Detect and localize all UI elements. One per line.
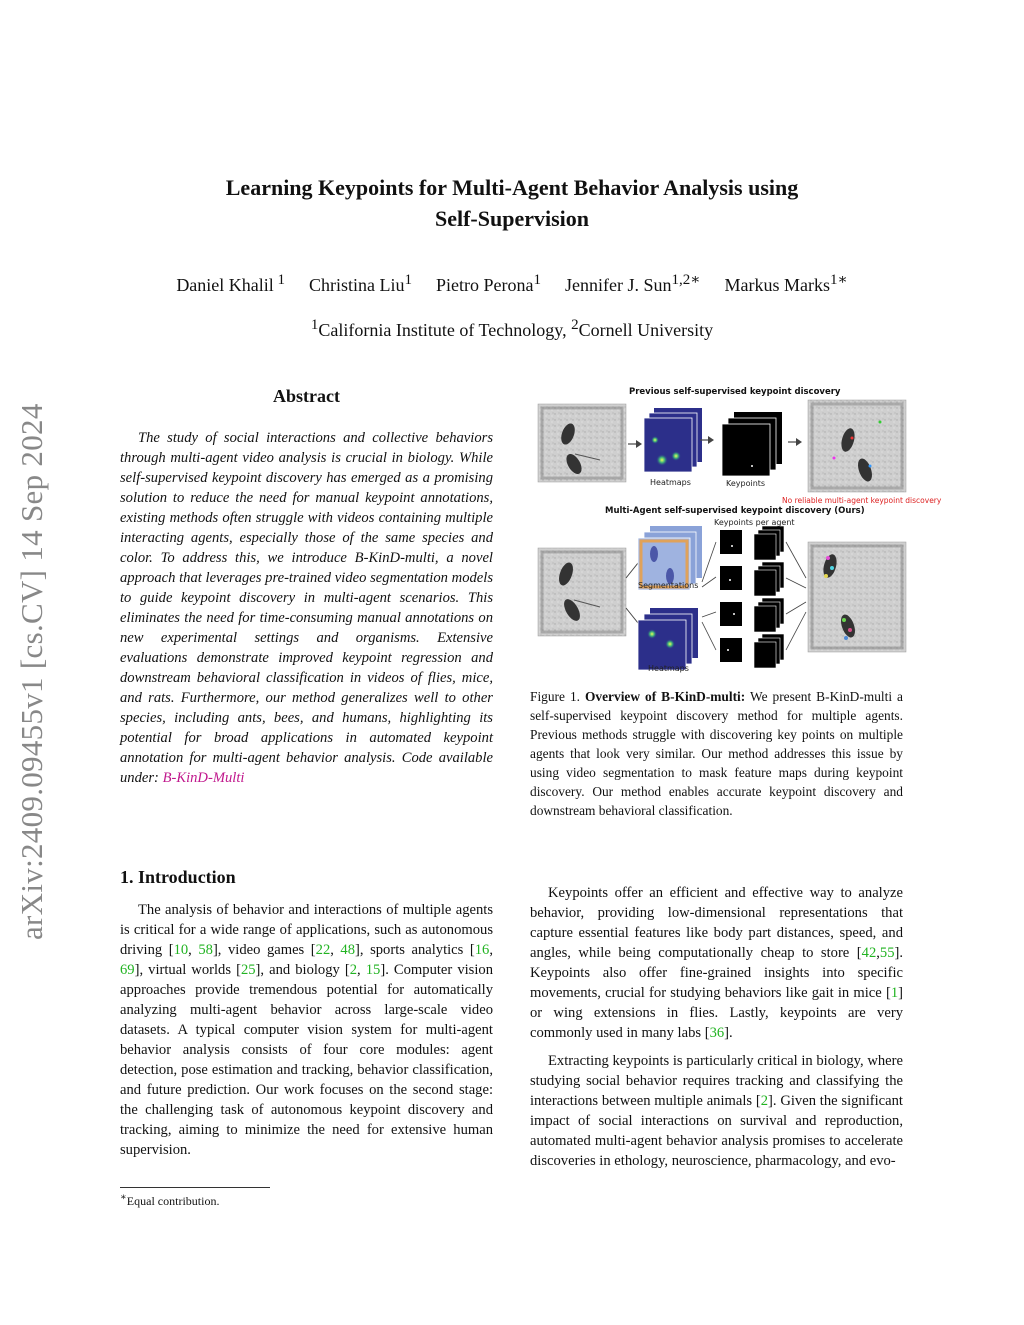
figure-1 (530, 382, 942, 680)
bottom-output-frame (808, 542, 906, 652)
author-4 (724, 272, 848, 295)
citation-link[interactable]: 16 (474, 942, 490, 958)
fig-top-title: Previous self-supervised keypoint discovery (629, 387, 841, 397)
citation-link[interactable]: 1 (890, 985, 899, 1001)
citation-link[interactable]: 22 (315, 942, 331, 958)
citation-link[interactable]: 58 (198, 942, 213, 958)
top-keypoints-stack (722, 412, 782, 476)
author-name: Markus Marks (724, 275, 830, 295)
intro-heading: 1. Introduction (120, 867, 236, 887)
author-name: Pietro Perona (436, 275, 534, 295)
fig-label-keypoints-per-agent: Keypoints per agent (714, 518, 795, 527)
caption-label: Figure 1. (530, 689, 585, 704)
top-heatmaps-stack (644, 408, 702, 472)
author-name: Daniel Khalil (176, 275, 274, 295)
fig-label-segmentations: Segmentations (638, 581, 699, 590)
footnote-mark: ∗ (120, 1192, 127, 1203)
keypoint-stacks-right (754, 526, 784, 668)
top-input-frame (538, 404, 626, 482)
top-output-frame (808, 400, 906, 492)
abstract-text: The study of social interactions and collective behaviors through multi-agent video analysis is crucial in biology. While self-supervised keypoint discovery has emerged as a promising solution to reduce the need for manual keypoint annotations, existing methods often struggle with videos containing multiple interacting agents, especially those of the same species and color. To address this, we introduce B-KinD-multi, a novel approach that leverages pre-trained video segmentation models to guide keypoint discovery in multi-agent scenarios. This eliminates the need for time-consuming manual annotations on new experimental settings and organisms. Extensive evaluations demonstrate improved keypoint regression and downstream behavioral classification in videos of flies, mice, and rats. Furthermore, our method generalizes well to other species, including ants, bees, and humans, highlighting its potential for broad applications in automated keypoint annotation for multi-agent behavior analysis. Code available under: (120, 430, 493, 786)
author-name: Jennifer J. Sun (565, 275, 672, 295)
author-name: Christina Liu (309, 275, 405, 295)
fig-label-heatmaps-bottom: Heatmaps (648, 664, 689, 673)
citation-link[interactable]: 69 (120, 962, 135, 978)
affil-sup-1: 1 (310, 317, 319, 333)
title-line-1: Learning Keypoints for Multi-Agent Behavior Analysis using (225, 175, 799, 200)
paper-title (140, 172, 884, 234)
footnote-rule (120, 1187, 270, 1188)
author-0 (176, 272, 286, 295)
caption-bold: Overview of B-KinD-multi: (585, 689, 746, 704)
citation-link[interactable]: 48 (340, 942, 356, 958)
citation-link[interactable]: 55 (879, 945, 895, 961)
intro-paragraph-3: Extracting keypoints is particularly critical in biology, where studying social behavior requires tracking and classifying the interactions between multiple animals [2]. Given the significant impact of social interactions on survival and reproduction, automated multi-agent behavior analysis promises to accelerate discoveries in ethology, neuroscience, pharmacology, and evo- (530, 1053, 903, 1169)
author-list (100, 270, 924, 296)
figure-caption (530, 687, 903, 820)
intro-column-left (120, 900, 493, 1160)
title-line-2: Self-Supervision (434, 206, 590, 231)
abstract-body (120, 428, 493, 788)
author-1 (309, 272, 413, 295)
intro-paragraph-2: Keypoints offer an efficient and effective way to analyze behavior, providing low-dimensional representations that capture essential features like body part distances, speed, and angles, while being computationally cheap to store [42,55]. Keypoints also offer fine-grained insights into specific movements, crucial for studying behaviors like gait in mice [1] or wing extensions in flies. Lastly, keypoints are very commonly used in many labs [36]. (530, 885, 903, 1041)
code-link[interactable]: B-KinD-Multi (162, 770, 245, 786)
author-affil-sup: 1∗ (829, 272, 848, 288)
author-affil-sup: 1 (404, 272, 413, 288)
author-3 (565, 272, 701, 295)
affil-sup-2: 2 (571, 317, 579, 333)
author-affil-sup: 1,2∗ (671, 272, 701, 288)
footnote (120, 1192, 219, 1209)
caption-text: We present B-KinD-multi a self-supervised keypoint discovery method for multiple agents. Previous methods struggle with discovering key points on multiple agents that look very similar. Our method addresses this issue by using video segmentation to mask feature maps during keypoint discovery. Our method enables accurate keypoint discovery and downstream behavioral classification. (530, 689, 903, 818)
citation-link[interactable]: 25 (240, 962, 256, 978)
fig-label-heatmaps-top: Heatmaps (650, 478, 691, 487)
author-affil-sup: 1 (273, 272, 286, 288)
arxiv-stamp: arXiv:2409.09455v1 [cs.CV] 14 Sep 2024 (14, 403, 49, 940)
abstract-heading: Abstract (273, 386, 340, 406)
affiliations (100, 317, 924, 341)
keypoints-per-agent (720, 530, 742, 662)
citation-link[interactable]: 10 (173, 942, 189, 958)
citation-link[interactable]: 2 (760, 1093, 769, 1109)
fig-warning: No reliable multi-agent keypoint discovery (782, 496, 942, 505)
citation-link[interactable]: 2 (349, 962, 358, 978)
footnote-text: Equal contribution. (126, 1194, 220, 1208)
intro-paragraph-1: The analysis of behavior and interactions of multiple agents is critical for a wide range of applications, such as autonomous driving [10, 58], video games [22, 48], sports analytics [16, 69], virtual worlds [25], and biology [2, 15]. Computer vision approaches provide tremendous potential for automatically analyzing multi-agent behavior across large-scale video datasets. A typical computer vision system for multi-agent behavior analysis consists of four core modules: agent detection, pose estimation and tracking, behavior classification, and future prediction. Our work focuses on the second stage: the challenging task of autonomous keypoint discovery and tracking, aiming to minimize the need for extensive human supervision. (120, 902, 494, 1158)
citation-link[interactable]: 15 (365, 962, 381, 978)
fig-label-keypoints: Keypoints (726, 479, 766, 488)
figure-graphic (530, 382, 930, 680)
bottom-input-frame (538, 548, 626, 636)
bottom-heatmaps-stack (638, 608, 698, 670)
author-2 (436, 272, 542, 295)
fig-bottom-title: Multi-Agent self-supervised keypoint discovery (Ours) (605, 506, 865, 516)
affil-cornell: Cornell University (578, 320, 714, 340)
intro-column-right (530, 883, 903, 1171)
citation-link[interactable]: 42 (861, 945, 877, 961)
citation-link[interactable]: 36 (709, 1025, 725, 1041)
author-affil-sup: 1 (533, 272, 542, 288)
affil-caltech: California Institute of Technology, (318, 320, 572, 340)
